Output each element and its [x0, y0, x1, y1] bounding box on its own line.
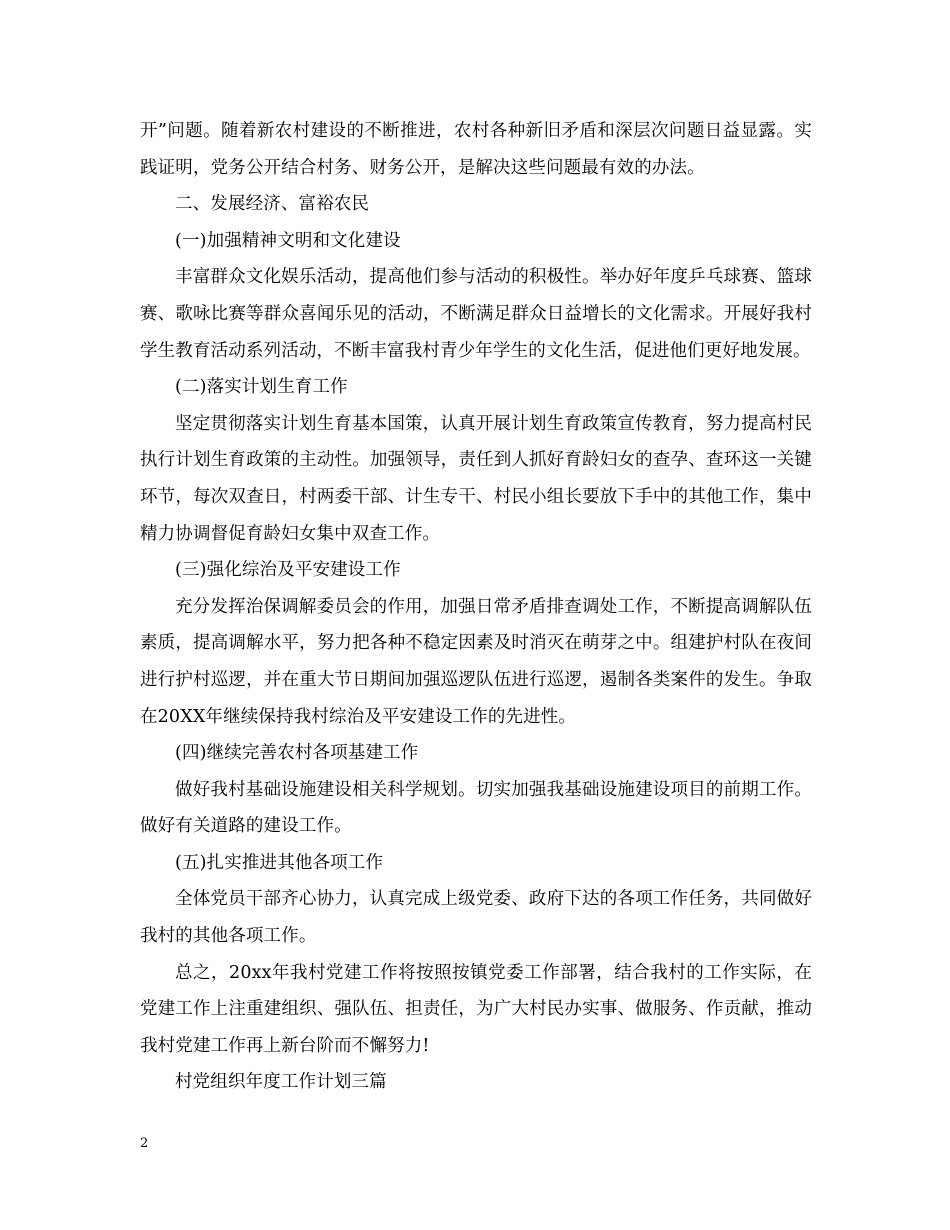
section-heading-economy: 二、发展经济、富裕农民 — [175, 194, 370, 215]
page-number: 2 — [140, 1136, 149, 1151]
paragraph-culture: 丰富群众文化娱乐活动，提高他们参与活动的积极性。举办好年度乒乓球赛、篮球赛、歌咏比赛等群众喜闻乐见的活动，不断满足群众日益增长的文化需求。开展好我村学生教育活动系列活动，不断丰富我村青少年学生的文化生活，促进他们更好地发展。 — [140, 267, 812, 361]
body-text — [140, 113, 812, 1101]
subheading-family-planning: (二)落实计划生育工作 — [175, 377, 348, 398]
subheading-other-work: (五)扎实推进其他各项工作 — [175, 852, 384, 873]
paragraph-family-planning: 坚定贯彻落实计划生育基本国策，认真开展计划生育政策宣传教育，努力提高村民执行计划生育政策的主动性。加强领导，责任到人抓好育龄妇女的查孕、查环这一关键环节，每次双查日，村两委干部、计生专干、村民小组长要放下手中的其他工作，集中精力协调督促育龄妇女集中双查工作。 — [140, 413, 812, 544]
subheading-culture: (一)加强精神文明和文化建设 — [175, 230, 401, 251]
paragraph-public-security: 充分发挥治保调解委员会的作用，加强日常矛盾排查调处工作，不断提高调解队伍素质，提高调解水平，努力把各种不稳定因素及时消灭在萌芽之中。组建护村队在夜间进行护村巡逻，并在重大节日期间加强巡逻队伍进行巡逻，遏制各类案件的发生。争取在20XX年继续保持我村综治及平安建设工作的先进性。 — [140, 596, 812, 727]
subheading-infrastructure: (四)继续完善农村各项基建工作 — [175, 743, 419, 764]
paragraph-conclusion: 总之，20xx年我村党建工作将按照按镇党委工作部署，结合我村的工作实际，在党建工作上注重建组织、强队伍、担责任，为广大村民办实事、做服务、作贡献，推动我村党建工作再上新台阶而不懈努力! — [140, 962, 812, 1056]
next-title: 村党组织年度工作计划三篇 — [175, 1072, 387, 1093]
paragraph-other-work: 全体党员干部齐心协力，认真完成上级党委、政府下达的各项工作任务，共同做好我村的其他各项工作。 — [140, 889, 812, 947]
paragraph-infrastructure: 做好我村基础设施建设相关科学规划。切实加强我基础设施建设项目的前期工作。做好有关道路的建设工作。 — [140, 779, 812, 837]
paragraph-continuation: 开”问题。随着新农村建设的不断推进，农村各种新旧矛盾和深层次问题日益显露。实践证明，党务公开结合村务、财务公开，是解决这些问题最有效的办法。 — [140, 121, 812, 178]
subheading-public-security: (三)强化综治及平安建设工作 — [175, 560, 401, 581]
